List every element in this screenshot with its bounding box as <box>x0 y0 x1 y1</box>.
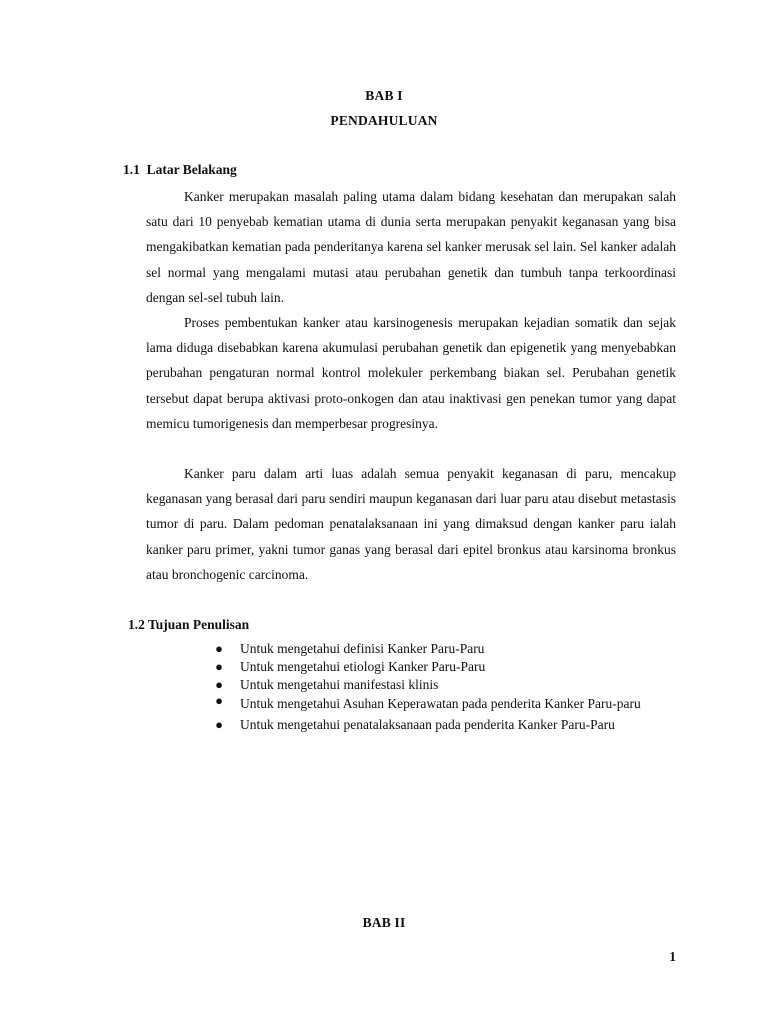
list-item: ● Untuk mengetahui etiologi Kanker Paru-Paru <box>215 659 486 674</box>
section-title: Latar Belakang <box>146 162 237 177</box>
bullet-icon: ● <box>215 677 223 692</box>
chapter-title: PENDAHULUAN <box>330 113 438 128</box>
chapter-label: BAB I <box>365 88 403 103</box>
section-number: 1.1 <box>123 162 140 177</box>
section-heading-latar-belakang <box>123 162 237 178</box>
paragraph-2: Proses pembentukan kanker atau karsinogenesis merupakan kejadian somatik dan sejak lama diduga disebabkan karena akumulasi perubahan genetik dan epigenetik yang menyebabkan perubahan pengaturan normal kontrol molekuler perkembang biakan sel. Perubahan genetik tersebut dapat berupa aktivasi proto-onkogen dan atau inaktivasi gen penekan tumor yang dapat memicu tumorigenesis dan memperbesar progresinya. <box>146 315 676 431</box>
list-item: ● Untuk mengetahui penatalaksanaan pada penderita Kanker Paru-Paru <box>215 717 615 732</box>
bullet-icon: ● <box>215 641 223 656</box>
paragraph-1: Kanker merupakan masalah paling utama dalam bidang kesehatan dan merupakan salah satu dari 10 penyebab kematian utama di dunia serta merupakan penyakit keganasan yang bisa mengakibatkan kematian pada penderitanya karena sel kanker merusak sel lain. Sel kanker adalah sel normal yang mengalami mutasi atau perubahan genetik dan tumbuh tanpa terkoordinasi dengan sel-sel tubuh lain. <box>146 189 676 305</box>
bullet-icon: ● <box>215 659 223 674</box>
list-item: ● Untuk mengetahui Asuhan Keperawatan pada penderita Kanker Paru-paru <box>214 691 676 716</box>
objectives-list <box>214 640 676 734</box>
list-item: ● Untuk mengetahui manifestasi klinis <box>215 677 439 692</box>
bullet-icon: ● <box>215 717 223 732</box>
bullet-icon: ● <box>215 693 223 708</box>
section-heading-tujuan-penulisan: 1.2 Tujuan Penulisan <box>128 617 250 632</box>
list-item: ● Untuk mengetahui definisi Kanker Paru-Paru <box>215 641 485 656</box>
next-chapter-label: BAB II <box>362 915 406 930</box>
paragraph-3: Kanker paru dalam arti luas adalah semua penyakit keganasan di paru, mencakup keganasan yang berasal dari paru sendiri maupun keganasan dari luar paru atau disebut metastasis tumor di paru. Dalam pedoman penatalaksanaan ini yang dimaksud dengan kanker paru ialah kanker paru primer, yakni tumor ganas yang berasal dari epitel bronkus atau karsinoma bronkus atau bronchogenic carcinoma. <box>146 466 676 582</box>
page-number: 1 <box>669 949 676 964</box>
